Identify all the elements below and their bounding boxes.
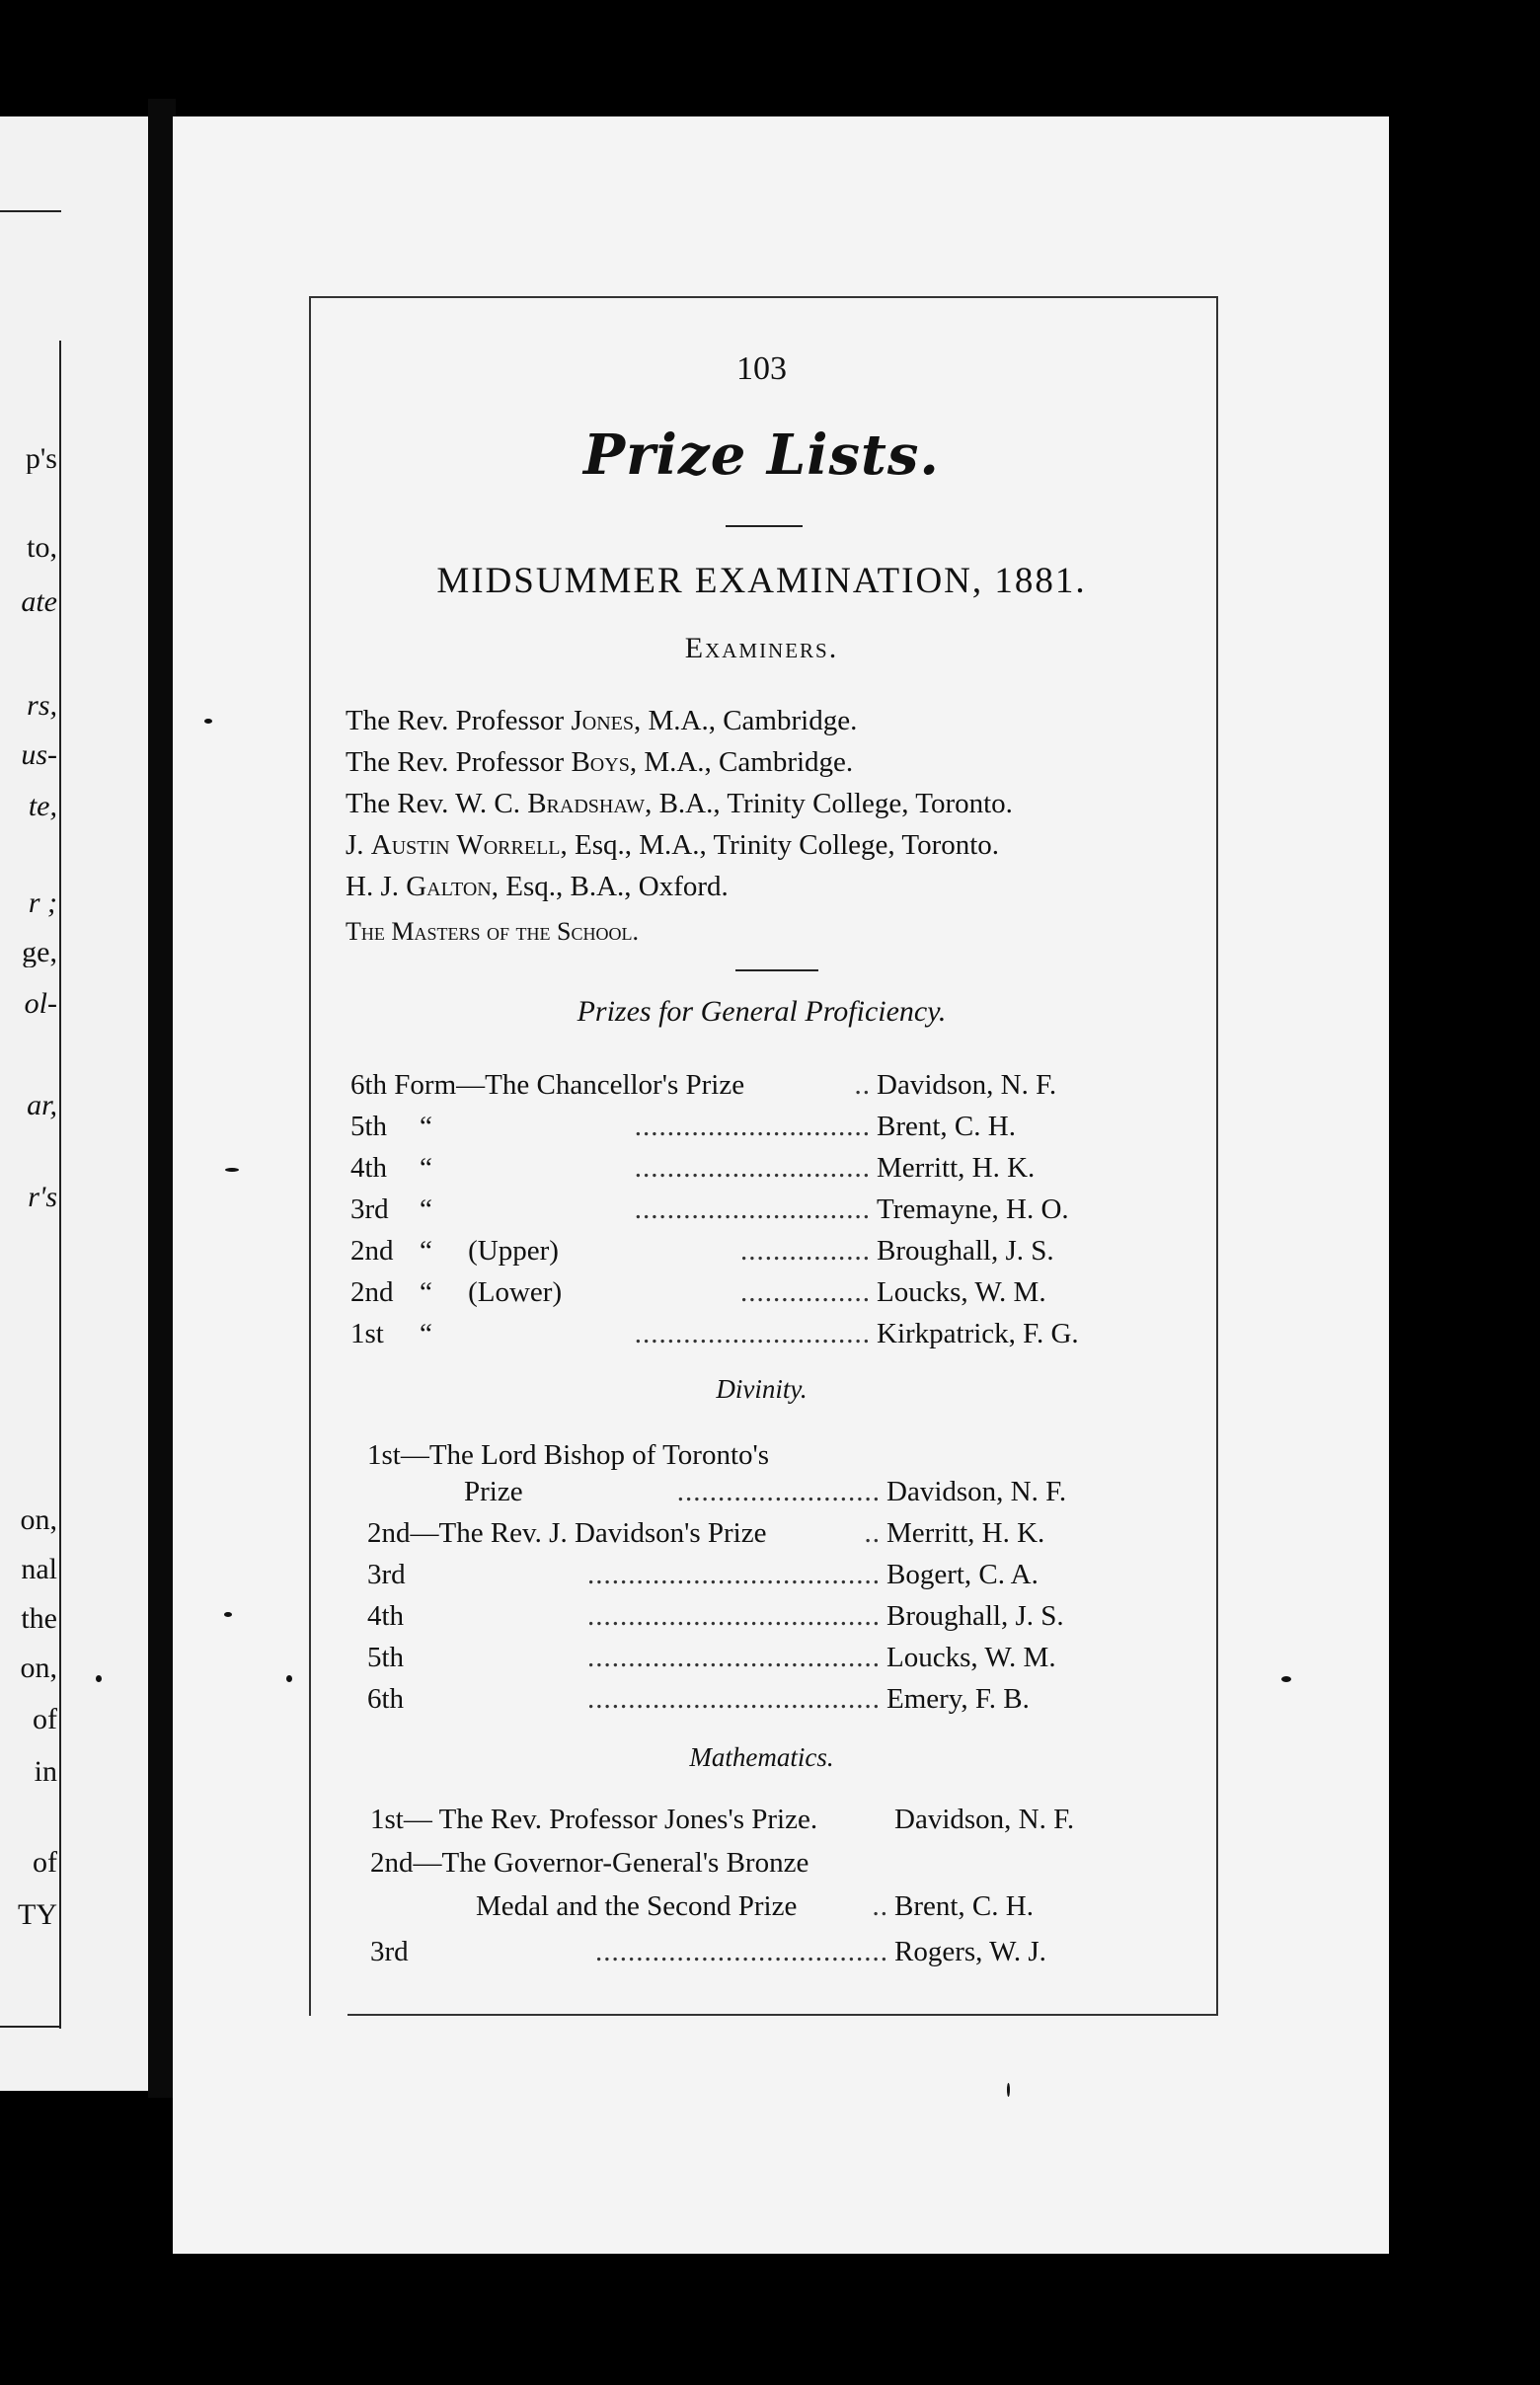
prize-label: 5th — [367, 1642, 405, 1673]
prize-label: 6th Form—The Chancellor's Prize — [350, 1069, 745, 1101]
dot-leader: ................ — [740, 1276, 871, 1308]
prize-label: 2nd — [350, 1235, 394, 1267]
prize-row — [370, 1803, 1160, 1838]
dot-leader: .. — [854, 1069, 871, 1101]
prize-winner: Brent, C. H. — [894, 1890, 1034, 1922]
dot-leader: ................ — [740, 1235, 871, 1267]
prize-winner: Davidson, N. F. — [886, 1476, 1067, 1507]
prize-winner: Kirkpatrick, F. G. — [877, 1318, 1079, 1349]
scan-speck — [1281, 1676, 1291, 1682]
page-heading: Prize Lists. — [583, 423, 940, 488]
dot-leader: .................................... — [595, 1936, 888, 1967]
left-page-fragment: nal — [21, 1555, 57, 1584]
prize-form-qualifier: “ — [420, 1111, 432, 1142]
dot-leader: .................................... — [587, 1600, 881, 1632]
prize-row — [350, 1192, 1140, 1228]
prize-row — [367, 1558, 1157, 1593]
page-number: 103 — [736, 350, 787, 387]
examiner-suffix: , M.A., Cambridge. — [633, 705, 858, 736]
prize-row — [367, 1641, 1157, 1676]
page-frame-bottom — [347, 2014, 1216, 2016]
left-page-fragment: on, — [20, 1654, 57, 1683]
dot-leader: ......................... — [676, 1476, 881, 1507]
left-page-fragment: te, — [28, 792, 57, 821]
prize-label: 3rd — [370, 1936, 409, 1967]
examiner-entry — [346, 828, 999, 862]
left-page-fragment: ge, — [22, 938, 57, 967]
examiner-prefix: The Rev. Professor — [346, 705, 572, 736]
prize-winner: Rogers, W. J. — [894, 1936, 1046, 1967]
prize-label: 3rd — [350, 1193, 389, 1225]
prize-form-qualifier: “ — [420, 1152, 432, 1184]
examiner-entry — [346, 787, 1013, 820]
examiner-entry — [346, 704, 857, 737]
prize-winner: Merritt, H. K. — [886, 1517, 1045, 1549]
examiner-name: Jones — [571, 705, 634, 736]
general-proficiency-title: Prizes for General Proficiency. — [577, 995, 947, 1028]
left-page-fragment: TY — [18, 1900, 57, 1930]
prize-label: 1st— The Rev. Professor Jones's Prize. — [370, 1804, 818, 1835]
prize-label: 6th — [367, 1683, 405, 1715]
left-page-fragment: p's — [25, 444, 57, 474]
prize-row — [350, 1275, 1140, 1311]
left-page-fragment: on, — [20, 1505, 57, 1535]
prize-row — [370, 1935, 1160, 1970]
examiner-prefix: The Rev. Professor — [346, 746, 572, 778]
divinity-first-line: 1st—The Lord Bishop of Toronto's — [367, 1439, 770, 1471]
prize-form-qualifier: “ (Lower) — [420, 1276, 563, 1308]
examiner-prefix: The Rev. W. C. — [346, 788, 528, 819]
heading-rule — [726, 525, 803, 527]
examiner-suffix: , Esq., B.A., Oxford. — [491, 871, 729, 902]
prize-label: 1st — [350, 1318, 384, 1349]
divinity-title: Divinity. — [716, 1374, 808, 1404]
examiner-prefix: H. J. — [346, 871, 407, 902]
examiner-name: Boys — [571, 746, 630, 778]
prize-row — [370, 1846, 1160, 1882]
dot-leader: ............................. — [634, 1318, 871, 1349]
examiner-suffix: , B.A., Trinity College, Toronto. — [645, 788, 1013, 819]
prize-label: 5th — [350, 1111, 388, 1142]
left-page-fragment: of — [33, 1705, 57, 1734]
prize-winner: Bogert, C. A. — [886, 1559, 1039, 1590]
prize-winner: Davidson, N. F. — [894, 1804, 1075, 1835]
examiner-suffix: , M.A., Cambridge. — [629, 746, 854, 778]
examiner-name: Bradshaw — [527, 788, 646, 819]
section-rule — [735, 969, 818, 971]
prize-row — [367, 1599, 1157, 1635]
scan-speck — [224, 1612, 232, 1617]
prize-label: 3rd — [367, 1559, 406, 1590]
examiner-entry — [346, 915, 639, 949]
prize-label: 2nd — [350, 1276, 394, 1308]
scan-speck — [96, 1675, 102, 1682]
prize-winner: Emery, F. B. — [886, 1683, 1030, 1715]
examiner-suffix: . — [632, 917, 639, 946]
exam-title: MIDSUMMER EXAMINATION, 1881. — [436, 561, 1087, 601]
examiner-suffix: , Esq., M.A., Trinity College, Toronto. — [560, 829, 1000, 861]
dot-leader: .................................... — [587, 1642, 881, 1673]
left-page-fragment: of — [33, 1848, 57, 1878]
prize-winner: Broughall, J. S. — [877, 1235, 1054, 1267]
prize-winner: Loucks, W. M. — [877, 1276, 1046, 1308]
prize-label: 4th — [350, 1152, 388, 1184]
book-gutter — [148, 99, 176, 2098]
left-page-fragment: us- — [21, 740, 57, 770]
prize-winner: Merritt, H. K. — [877, 1152, 1036, 1184]
dot-leader: .. — [864, 1517, 881, 1549]
prize-row — [350, 1234, 1140, 1269]
examiner-entry — [346, 870, 729, 903]
examiner-name: The Masters of the School — [346, 917, 633, 946]
examiner-name: Austin Worrell — [370, 829, 561, 861]
prize-row — [350, 1317, 1140, 1352]
prize-row — [350, 1110, 1140, 1145]
left-page-fragment: ar, — [27, 1091, 57, 1120]
dot-leader: ............................. — [634, 1111, 871, 1142]
prize-form-qualifier: “ (Upper) — [420, 1235, 559, 1267]
prize-row — [367, 1516, 1157, 1552]
prize-row — [350, 1068, 1140, 1104]
left-page-fragment: rs, — [27, 691, 57, 721]
left-page-fragment: r ; — [28, 888, 57, 918]
mathematics-title: Mathematics. — [689, 1742, 834, 1772]
dot-leader: .. — [872, 1890, 888, 1922]
prize-form-qualifier: “ — [420, 1193, 432, 1225]
dot-leader: .................................... — [587, 1683, 881, 1715]
prize-label: 4th — [367, 1600, 405, 1632]
scan-speck — [286, 1675, 292, 1682]
prize-winner: Broughall, J. S. — [886, 1600, 1064, 1632]
prize-form-qualifier: “ — [420, 1318, 432, 1349]
prize-label: 2nd—The Rev. J. Davidson's Prize — [367, 1517, 767, 1549]
dot-leader: ............................. — [634, 1193, 871, 1225]
left-page-fragment: to, — [27, 533, 57, 563]
dot-leader: ............................. — [634, 1152, 871, 1184]
prize-label: Medal and the Second Prize — [476, 1890, 798, 1922]
prize-label: Prize — [464, 1476, 523, 1507]
scan-speck — [225, 1168, 239, 1172]
prize-row — [476, 1889, 1266, 1925]
scan-speck — [204, 719, 212, 724]
dot-leader: .................................... — [587, 1559, 881, 1590]
prize-label: 2nd—The Governor-General's Bronze — [370, 1847, 809, 1879]
prize-winner: Loucks, W. M. — [886, 1642, 1056, 1673]
prize-winner: Davidson, N. F. — [877, 1069, 1057, 1101]
left-page-rule — [0, 210, 61, 212]
left-page-side-rule — [59, 341, 61, 2029]
prize-winner: Brent, C. H. — [877, 1111, 1016, 1142]
prize-row — [367, 1682, 1157, 1718]
left-page-fragment: in — [34, 1757, 57, 1787]
left-page-bottom-rule — [0, 2026, 61, 2028]
left-page-fragment: the — [21, 1604, 57, 1634]
prize-row — [350, 1151, 1140, 1187]
left-page-fragment: ate — [21, 587, 57, 617]
examiner-name: Galton — [406, 871, 492, 902]
left-page-fragment: ol- — [24, 989, 57, 1019]
prize-winner: Tremayne, H. O. — [877, 1193, 1069, 1225]
examiner-entry — [346, 745, 853, 779]
scan-speck — [1007, 2083, 1010, 2097]
left-page-fragment: r's — [28, 1183, 57, 1212]
examiner-prefix: J. — [346, 829, 371, 861]
examiners-title: Examiners. — [684, 632, 839, 664]
prize-row — [464, 1475, 1254, 1510]
